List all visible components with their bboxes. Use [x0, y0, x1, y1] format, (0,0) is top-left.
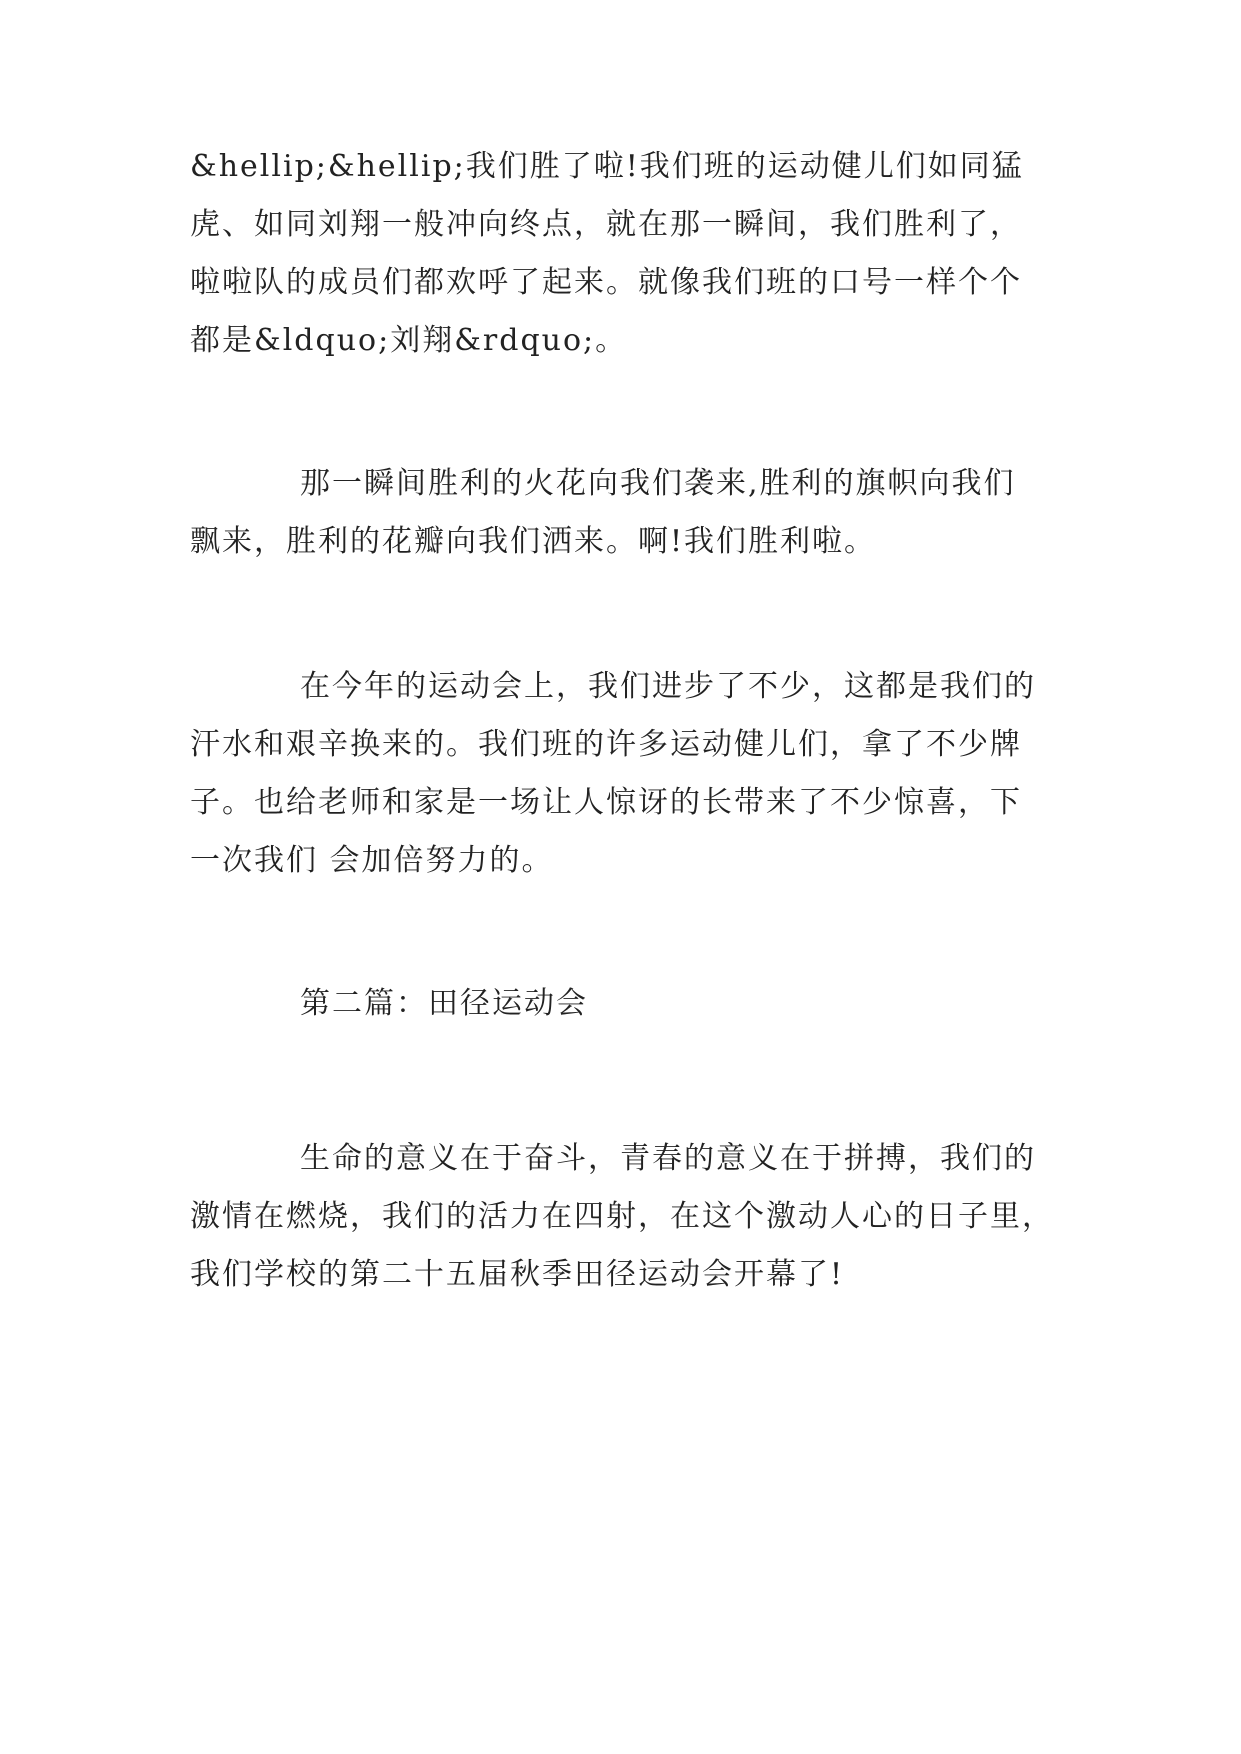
text-line: 一次我们 会加倍努力的。 — [190, 843, 554, 878]
paragraph-opening — [190, 1130, 1060, 1304]
text-line: 我们学校的第二十五届秋季田径运动会开幕了! — [190, 1257, 845, 1292]
paragraph-victory-moment — [190, 455, 1060, 571]
text-line: 啦啦队的成员们都欢呼了起来。就像我们班的口号一样个个 — [190, 265, 1022, 300]
section-heading — [190, 975, 1060, 1033]
text-line: &hellip;&hellip;我们胜了啦!我们班的运动健儿们如同猛 — [190, 149, 1024, 184]
text-line: 虎、如同刘翔一般冲向终点，就在那一瞬间，我们胜利了， — [190, 207, 1022, 242]
heading-text: 第二篇：田径运动会 — [300, 986, 588, 1021]
text-line: 那一瞬间胜利的火花向我们袭来,胜利的旗帜向我们 — [300, 466, 1016, 501]
text-line: 飘来，胜利的花瓣向我们洒来。啊!我们胜利啦。 — [190, 524, 877, 559]
text-line: 都是&ldquo;刘翔&rdquo;。 — [190, 323, 628, 358]
text-line: 子。也给老师和家是一场让人惊讶的长带来了不少惊喜，下 — [190, 785, 1022, 820]
text-line: 在今年的运动会上，我们进步了不少，这都是我们的 — [300, 669, 1036, 704]
text-line: 汗水和艰辛换来的。我们班的许多运动健儿们，拿了不少牌 — [190, 727, 1022, 762]
paragraph-victory-finish — [190, 138, 1060, 370]
paragraph-progress — [190, 658, 1060, 890]
text-line: 生命的意义在于奋斗，青春的意义在于拼搏，我们的 — [300, 1141, 1036, 1176]
text-line: 激情在燃烧，我们的活力在四射，在这个激动人心的日子里， — [190, 1199, 1054, 1234]
